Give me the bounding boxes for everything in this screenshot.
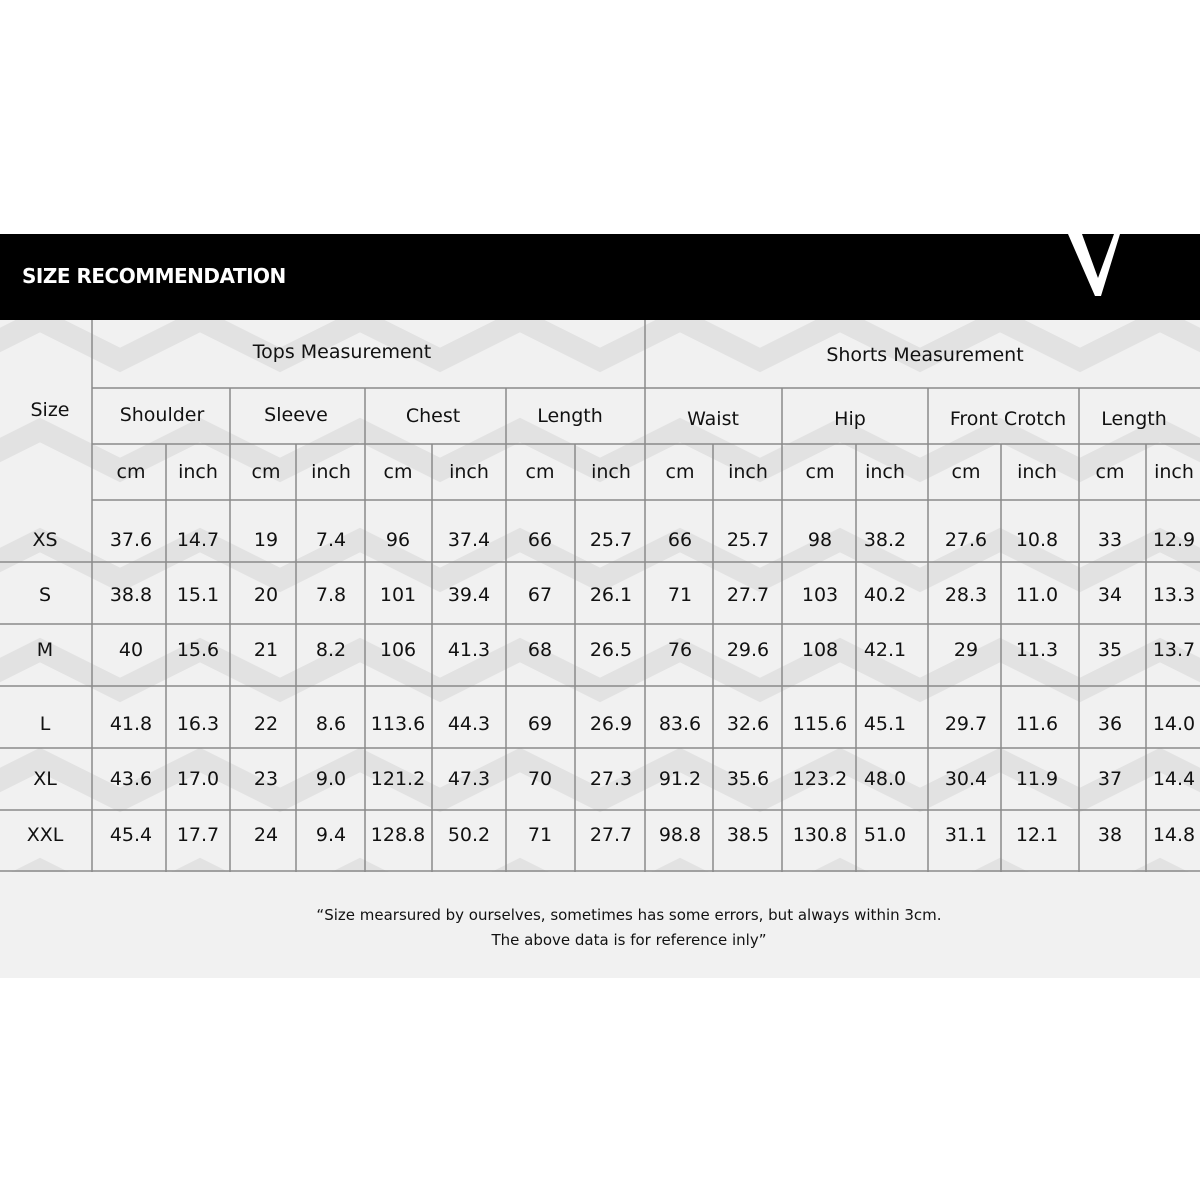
table-cell: 29.6 xyxy=(726,639,770,661)
table-cell: 15.1 xyxy=(176,584,220,606)
table-cell: 113.6 xyxy=(370,713,426,735)
size-label: XXL xyxy=(26,824,64,846)
table-cell: 37 xyxy=(1097,768,1123,790)
table-cell: 76 xyxy=(667,639,693,661)
table-cell: 25.7 xyxy=(589,529,633,551)
table-cell: 38.5 xyxy=(726,824,770,846)
table-cell: 38.8 xyxy=(109,584,153,606)
table-cell: 14.8 xyxy=(1152,824,1196,846)
unit-inch-label: inch xyxy=(311,461,351,483)
table-cell: 45.4 xyxy=(109,824,153,846)
table-cell: 26.9 xyxy=(589,713,633,735)
table-cell: 34 xyxy=(1097,584,1123,606)
table-cell: 69 xyxy=(527,713,553,735)
table-cell: 11.3 xyxy=(1015,639,1059,661)
table-cell: 83.6 xyxy=(658,713,702,735)
table-cell: 14.4 xyxy=(1152,768,1196,790)
waist-header: Waist xyxy=(687,408,739,430)
table-cell: 38 xyxy=(1097,824,1123,846)
chevron-down-icon xyxy=(1068,234,1120,296)
table-cell: 27.7 xyxy=(589,824,633,846)
table-cell: 32.6 xyxy=(726,713,770,735)
table-cell: 123.2 xyxy=(792,768,848,790)
table-cell: 51.0 xyxy=(863,824,907,846)
unit-inch-label: inch xyxy=(865,461,905,483)
table-cell: 41.8 xyxy=(109,713,153,735)
table-cell: 47.3 xyxy=(447,768,491,790)
tops-length-header: Length xyxy=(537,405,603,427)
shorts-measurement-header: Shorts Measurement xyxy=(826,344,1024,366)
sleeve-header: Sleeve xyxy=(264,404,328,426)
size-note xyxy=(0,872,1200,978)
note-line-1: “Size mearsured by ourselves, sometimes has some errors, but always within 3cm. xyxy=(316,906,942,924)
unit-inch-label: inch xyxy=(1154,461,1194,483)
unit-cm-label: cm xyxy=(251,461,281,483)
table-cell: 98.8 xyxy=(658,824,702,846)
table-cell: 44.3 xyxy=(447,713,491,735)
table-cell: 21 xyxy=(253,639,279,661)
table-cell: 26.5 xyxy=(589,639,633,661)
unit-cm-label: cm xyxy=(665,461,695,483)
table-cell: 29.7 xyxy=(944,713,988,735)
table-cell: 45.1 xyxy=(863,713,907,735)
table-cell: 30.4 xyxy=(944,768,988,790)
table-cell: 38.2 xyxy=(863,529,907,551)
table-cell: 106 xyxy=(379,639,417,661)
table-cell: 14.0 xyxy=(1152,713,1196,735)
table-cell: 15.6 xyxy=(176,639,220,661)
table-cell: 27.3 xyxy=(589,768,633,790)
unit-inch-label: inch xyxy=(1017,461,1057,483)
table-cell: 66 xyxy=(667,529,693,551)
size-chart-table xyxy=(0,320,1200,872)
table-cell: 67 xyxy=(527,584,553,606)
unit-inch-label: inch xyxy=(449,461,489,483)
table-cell: 71 xyxy=(667,584,693,606)
size-label: XS xyxy=(32,529,58,551)
banner-title: SIZE RECOMMENDATION xyxy=(22,264,286,288)
table-cell: 103 xyxy=(801,584,839,606)
unit-cm-label: cm xyxy=(805,461,835,483)
size-label: S xyxy=(38,584,52,606)
table-cell: 9.4 xyxy=(315,824,347,846)
table-cell: 23 xyxy=(253,768,279,790)
table-cell: 115.6 xyxy=(792,713,848,735)
table-cell: 42.1 xyxy=(863,639,907,661)
note-line-2: The above data is for reference inly” xyxy=(491,931,767,949)
table-cell: 41.3 xyxy=(447,639,491,661)
table-cell: 17.7 xyxy=(176,824,220,846)
table-cell: 29 xyxy=(953,639,979,661)
table-cell: 33 xyxy=(1097,529,1123,551)
size-label: M xyxy=(36,639,54,661)
table-cell: 101 xyxy=(379,584,417,606)
table-cell: 40 xyxy=(118,639,144,661)
table-cell: 28.3 xyxy=(944,584,988,606)
table-cell: 43.6 xyxy=(109,768,153,790)
table-cell: 17.0 xyxy=(176,768,220,790)
unit-cm-label: cm xyxy=(1095,461,1125,483)
table-cell: 31.1 xyxy=(944,824,988,846)
table-cell: 16.3 xyxy=(176,713,220,735)
table-cell: 35 xyxy=(1097,639,1123,661)
unit-cm-label: cm xyxy=(951,461,981,483)
size-header: Size xyxy=(30,399,70,421)
unit-inch-label: inch xyxy=(728,461,768,483)
table-cell: 37.6 xyxy=(109,529,153,551)
table-cell: 20 xyxy=(253,584,279,606)
table-cell: 11.6 xyxy=(1015,713,1059,735)
table-cell: 11.9 xyxy=(1015,768,1059,790)
table-cell: 27.7 xyxy=(726,584,770,606)
table-cell: 37.4 xyxy=(447,529,491,551)
unit-inch-label: inch xyxy=(591,461,631,483)
table-cell: 39.4 xyxy=(447,584,491,606)
size-label: XL xyxy=(33,768,57,790)
table-cell: 68 xyxy=(527,639,553,661)
front-crotch-header: Front Crotch xyxy=(949,408,1067,430)
shorts-length-header: Length xyxy=(1101,408,1167,430)
unit-cm-label: cm xyxy=(383,461,413,483)
unit-cm-label: cm xyxy=(525,461,555,483)
table-cell: 13.7 xyxy=(1152,639,1196,661)
table-cell: 10.8 xyxy=(1015,529,1059,551)
unit-inch-label: inch xyxy=(178,461,218,483)
table-cell: 108 xyxy=(801,639,839,661)
table-cell: 19 xyxy=(253,529,279,551)
table-cell: 8.2 xyxy=(315,639,347,661)
unit-cm-label: cm xyxy=(116,461,146,483)
hip-header: Hip xyxy=(834,408,866,430)
table-cell: 25.7 xyxy=(726,529,770,551)
shoulder-header: Shoulder xyxy=(119,404,205,426)
table-cell: 96 xyxy=(385,529,411,551)
table-cell: 98 xyxy=(807,529,833,551)
table-cell: 12.9 xyxy=(1152,529,1196,551)
table-cell: 36 xyxy=(1097,713,1123,735)
table-cell: 9.0 xyxy=(315,768,347,790)
table-cell: 70 xyxy=(527,768,553,790)
table-cell: 128.8 xyxy=(370,824,426,846)
table-cell: 48.0 xyxy=(863,768,907,790)
tops-measurement-header: Tops Measurement xyxy=(252,341,432,363)
table-cell: 7.8 xyxy=(315,584,347,606)
table-cell: 12.1 xyxy=(1015,824,1059,846)
table-cell: 11.0 xyxy=(1015,584,1059,606)
table-cell: 26.1 xyxy=(589,584,633,606)
table-cell: 22 xyxy=(253,713,279,735)
size-label: L xyxy=(39,713,51,735)
table-cell: 14.7 xyxy=(176,529,220,551)
table-cell: 50.2 xyxy=(447,824,491,846)
table-cell: 130.8 xyxy=(792,824,848,846)
table-cell: 66 xyxy=(527,529,553,551)
table-cell: 13.3 xyxy=(1152,584,1196,606)
table-cell: 8.6 xyxy=(315,713,347,735)
size-recommendation-banner xyxy=(0,234,1200,320)
table-cell: 121.2 xyxy=(370,768,426,790)
table-cell: 91.2 xyxy=(658,768,702,790)
table-cell: 7.4 xyxy=(315,529,347,551)
table-cell: 40.2 xyxy=(863,584,907,606)
table-cell: 24 xyxy=(253,824,279,846)
table-cell: 35.6 xyxy=(726,768,770,790)
table-cell: 71 xyxy=(527,824,553,846)
table-cell: 27.6 xyxy=(944,529,988,551)
chest-header: Chest xyxy=(405,405,461,427)
